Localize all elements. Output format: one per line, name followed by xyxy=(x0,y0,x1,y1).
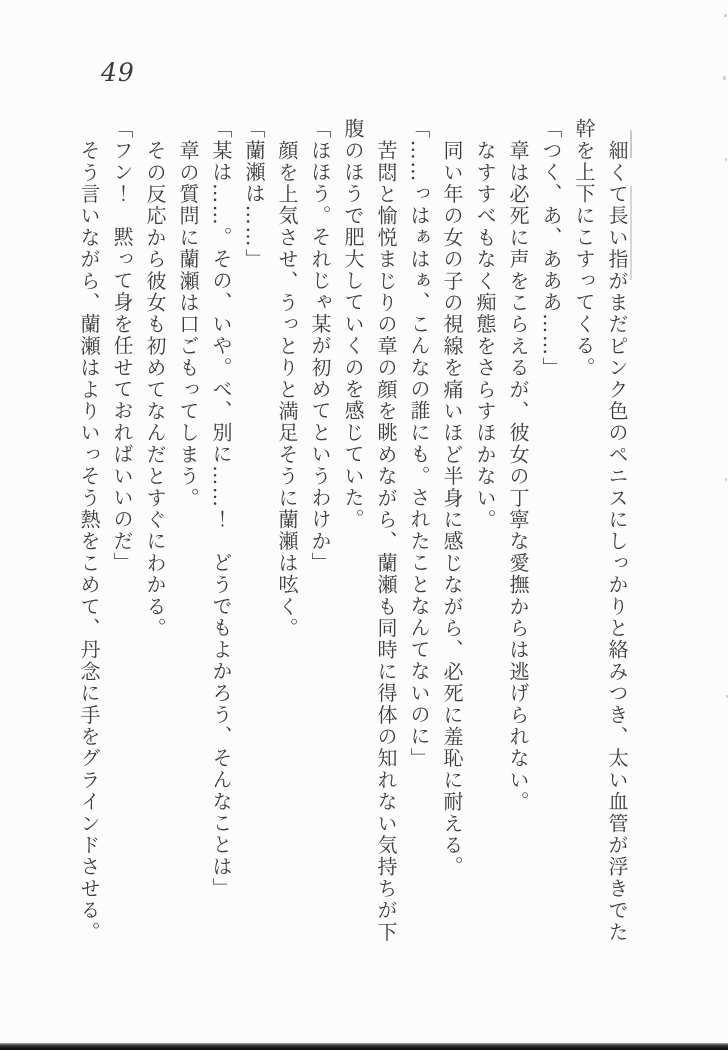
scan-artifact xyxy=(725,478,727,481)
text-line: 章は必死に声をこらえるが、彼女の丁寧な愛撫からは逃げられない。 xyxy=(506,139,530,813)
text-line: 「某は……。その、いや。べ、別に……！ どうでもよかろう、そんなことは」 xyxy=(209,118,233,900)
text-line: 「ほほう。それじゃ某が初めてというわけか」 xyxy=(308,118,332,574)
scan-artifact xyxy=(725,158,727,161)
text-line: 苦悶と愉悦まじりの章の顔を眺めながら、蘭瀬も同時に得体の知れない気持ちが下 xyxy=(374,139,398,943)
text-line: 同い年の女の子の視線を痛いほど半身に感じながら、必死に羞恥に耐える。 xyxy=(440,139,464,878)
scan-artifact xyxy=(724,14,727,17)
text-line: 「蘭瀬は……」 xyxy=(242,118,266,270)
text-line: そう言いながら、蘭瀬はよりいっそう熱をこめて、丹念に手をグラインドさせる。 xyxy=(77,139,101,943)
text-line: 幹を上下にこすってくる。 xyxy=(572,118,596,379)
text-line: 「……っはぁはぁ、こんなの誰にも。されたことなんてないのに」 xyxy=(407,118,431,769)
text-line: 腹のほうで肥大していくのを感じていた。 xyxy=(341,118,365,531)
scan-artifact xyxy=(630,185,632,280)
text-line: 「フン！ 黙って身を任せておればいいのだ」 xyxy=(110,118,134,574)
text-line: 「つく、あ、あああ……」 xyxy=(539,118,563,379)
body-text xyxy=(72,118,633,948)
text-line: なすすべもなく痴態をさらすほかない。 xyxy=(473,139,497,531)
scan-artifact xyxy=(723,76,726,80)
scan-artifact xyxy=(630,130,632,158)
text-line: 顔を上気させ、うっとりと満足そうに蘭瀬は呟く。 xyxy=(275,139,299,639)
text-line: 章の質問に蘭瀬は口ごもってしまう。 xyxy=(176,139,200,509)
text-line: その反応から彼女も初めてなんだとすぐにわかる。 xyxy=(143,139,167,639)
page-edge-shadow xyxy=(0,1043,728,1050)
text-line: 細くて長い指がまだピンク色のペニスにしっかりと絡みつき、太い血管が浮きでた xyxy=(605,139,629,943)
page-number: 49 xyxy=(101,58,135,87)
